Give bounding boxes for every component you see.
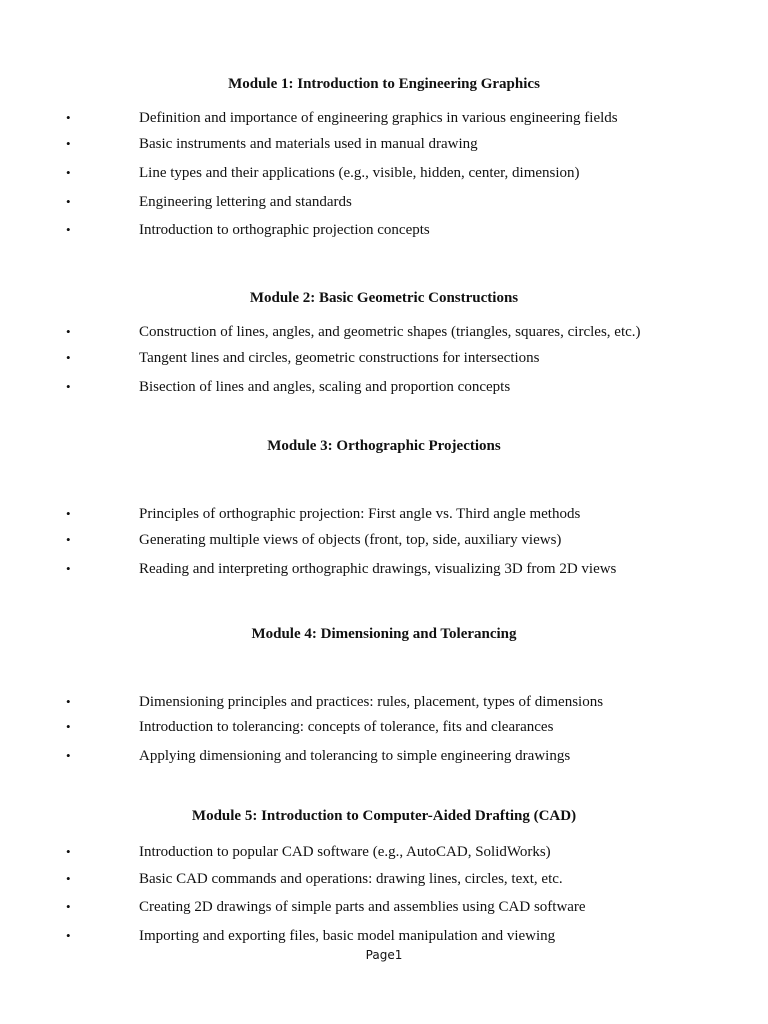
bullet-icon: • [66,110,71,125]
module-1-heading: Module 1: Introduction to Engineering Graphics [228,76,540,92]
bullet-icon: • [66,379,71,394]
module-2-heading: Module 2: Basic Geometric Constructions [249,290,519,306]
list-item-text: Introduction to orthographic projection concepts [139,222,430,238]
list-item [0,505,768,525]
list-item-text: Construction of lines, angles, and geometric shapes (triangles, squares, circles, etc.) [139,324,641,340]
list-item-text: Bisection of lines and angles, scaling and proportion concepts [139,379,511,395]
list-item [0,221,768,241]
list-item-text: Applying dimensioning and tolerancing to simple engineering drawings [139,748,571,764]
list-item [0,870,768,890]
bullet-icon: • [66,719,71,734]
bullet-icon: • [66,899,71,914]
list-item [0,693,768,713]
bullet-icon: • [66,194,71,209]
list-item [0,164,768,184]
bullet-icon: • [66,350,71,365]
list-item-text: Engineering lettering and standards [139,194,352,210]
bullet-icon: • [66,506,71,521]
list-item-text: Principles of orthographic projection: First angle vs. Third angle methods [139,506,581,522]
bullet-icon: • [66,532,71,547]
list-item [0,349,768,369]
bullet-icon: • [66,222,71,237]
list-item-text: Dimensioning principles and practices: rules, placement, types of dimensions [139,694,604,710]
list-item [0,109,768,129]
bullet-icon: • [66,871,71,886]
module-4-heading: Module 4: Dimensioning and Tolerancing [251,626,517,642]
bullet-icon: • [66,561,71,576]
bullet-icon: • [66,165,71,180]
list-item-text: Introduction to popular CAD software (e.g., AutoCAD, SolidWorks) [139,844,551,860]
module-3-heading: Module 3: Orthographic Projections [267,438,501,454]
list-item-text: Creating 2D drawings of simple parts and assemblies using CAD software [139,899,586,915]
list-item-text: Importing and exporting files, basic model manipulation and viewing [139,928,556,944]
bullet-icon: • [66,748,71,763]
list-item [0,531,768,551]
list-item [0,747,768,767]
module-5-heading: Module 5: Introduction to Computer-Aided Drafting (CAD) [191,808,577,824]
list-item [0,718,768,738]
list-item [0,560,768,580]
list-item [0,843,768,863]
bullet-icon: • [66,136,71,151]
list-item [0,378,768,398]
list-item-text: Tangent lines and circles, geometric constructions for intersections [139,350,540,366]
list-item-text: Line types and their applications (e.g., visible, hidden, center, dimension) [139,165,580,181]
list-item-text: Basic CAD commands and operations: drawing lines, circles, text, etc. [139,871,563,887]
list-item-text: Generating multiple views of objects (front, top, side, auxiliary views) [139,532,562,548]
list-item [0,927,768,947]
page-number: Page1 [365,948,403,962]
list-item [0,898,768,918]
list-item-text: Definition and importance of engineering graphics in various engineering fields [139,110,618,126]
list-item [0,135,768,155]
list-item-text: Reading and interpreting orthographic drawings, visualizing 3D from 2D views [139,561,617,577]
bullet-icon: • [66,844,71,859]
bullet-icon: • [66,694,71,709]
list-item-text: Basic instruments and materials used in manual drawing [139,136,478,152]
bullet-icon: • [66,324,71,339]
bullet-icon: • [66,928,71,943]
list-item [0,193,768,213]
list-item [0,323,768,343]
list-item-text: Introduction to tolerancing: concepts of tolerance, fits and clearances [139,719,554,735]
